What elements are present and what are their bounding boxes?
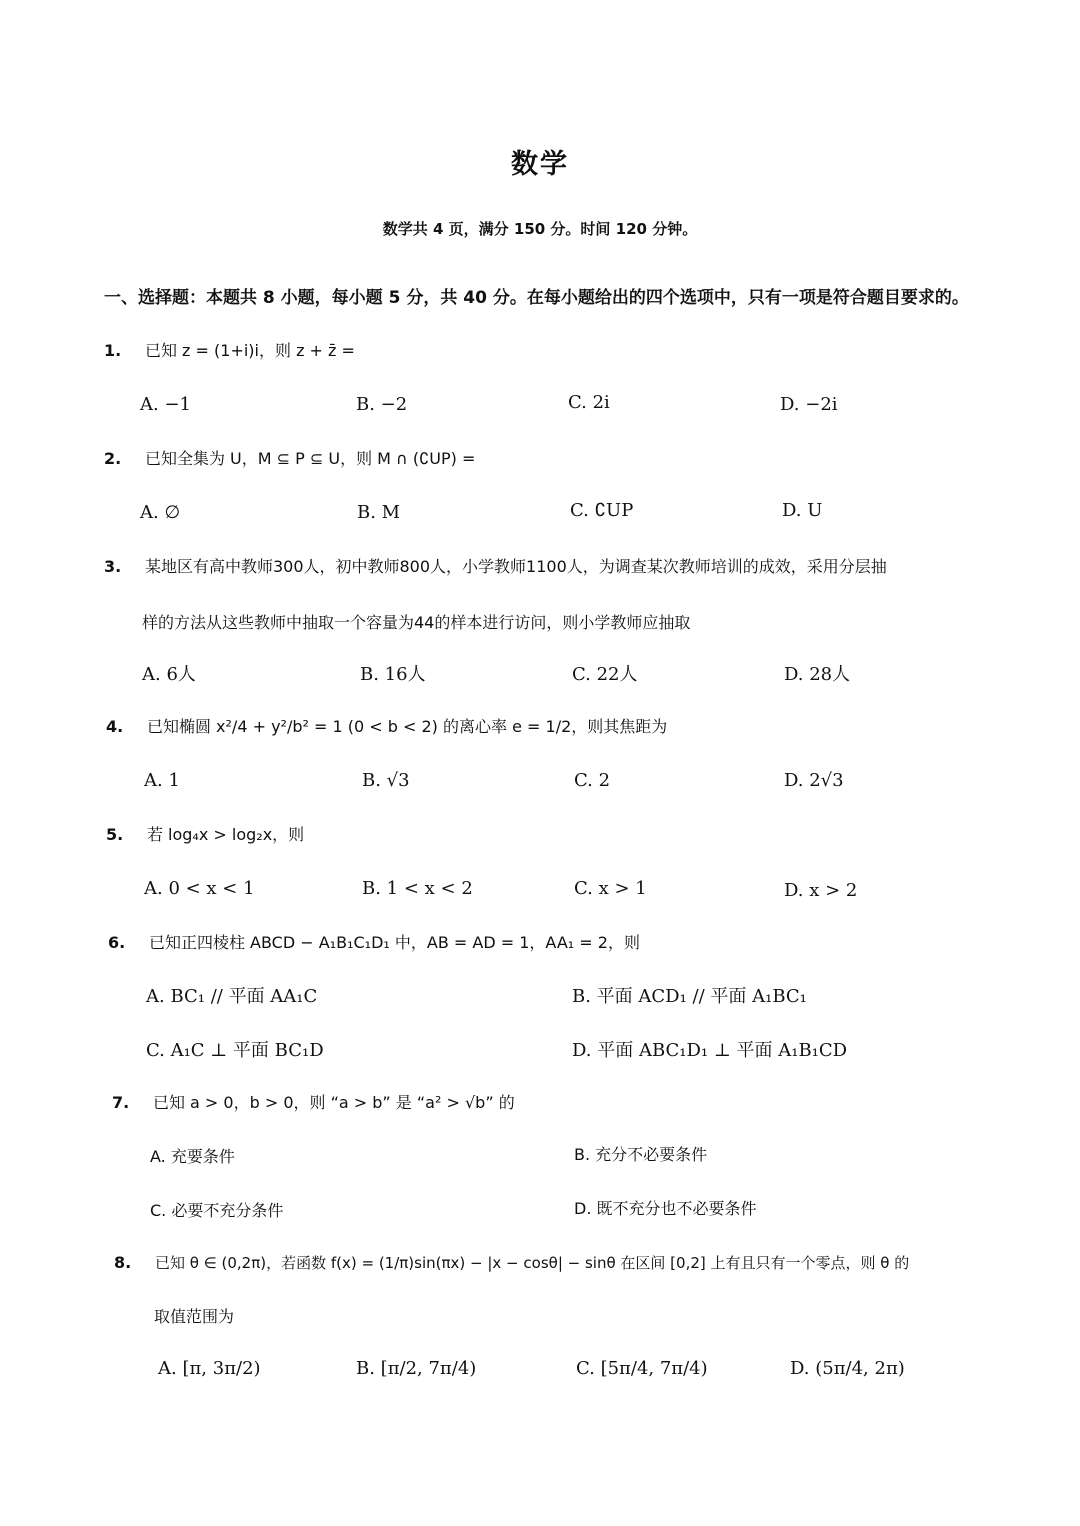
question-number: 1.: [104, 341, 122, 360]
option-d: D. 平面 ABC₁D₁ ⊥ 平面 A₁B₁CD: [572, 1040, 848, 1061]
option-b: B. [π/2, 7π/4): [356, 1358, 477, 1379]
option-b: B. 1 < x < 2: [362, 878, 473, 899]
question-stem: 若 log₄x > log₂x，则: [146, 825, 305, 844]
question-number: 4.: [106, 717, 124, 736]
question-stem-continued: 样的方法从这些教师中抽取一个容量为44的样本进行访问，则小学教师应抽取: [142, 613, 691, 632]
option-d: D. U: [782, 500, 823, 521]
option-b: B. 充分不必要条件: [574, 1145, 708, 1164]
question-number: 3.: [104, 557, 122, 576]
option-d: D. 2√3: [784, 770, 844, 791]
option-c: C. 22人: [572, 664, 638, 685]
section-heading: 一、选择题：本题共 8 小题，每小题 5 分，共 40 分。在每小题给出的四个选项中，只有一项是符合题目要求的。: [104, 288, 969, 308]
option-a: A. −1: [140, 394, 191, 415]
question-5: [106, 822, 304, 848]
page-title: 数学: [511, 149, 569, 180]
question-1: [104, 338, 355, 364]
question-stem: 已知 θ ∈ (0,2π)，若函数 f(x) = (1/π)sin(πx) − |x − cosθ| − sinθ 在区间 [0,2] 上有且只有一个零点，则 θ 的: [154, 1254, 910, 1272]
option-c: C. 必要不充分条件: [150, 1201, 284, 1220]
option-a: A. 6人: [142, 664, 196, 685]
question-stem-continued: 取值范围为: [154, 1307, 235, 1326]
question-stem: 已知椭圆 x²/4 + y²/b² = 1 (0 < b < 2) 的离心率 e = 1/2，则其焦距为: [146, 717, 668, 736]
question-stem: 已知 z = (1+i)i，则 z + z̄ =: [144, 341, 355, 360]
option-a: A. BC₁ // 平面 AA₁C: [146, 986, 318, 1007]
option-a: A. 0 < x < 1: [144, 878, 255, 899]
option-d: D. (5π/4, 2π): [790, 1358, 905, 1379]
option-b: B. 平面 ACD₁ // 平面 A₁BC₁: [572, 986, 807, 1007]
question-4: [106, 714, 667, 740]
question-number: 8.: [114, 1253, 132, 1272]
option-a: A. ∅: [140, 502, 181, 523]
option-d: D. x > 2: [784, 880, 858, 901]
option-a: A. 1: [144, 770, 180, 791]
question-stem: 已知正四棱柱 ABCD − A₁B₁C₁D₁ 中，AB = AD = 1，AA₁ = 2，则: [148, 933, 640, 952]
option-c: C. 2i: [568, 392, 610, 413]
option-d: D. 既不充分也不必要条件: [574, 1199, 757, 1218]
question-7: [112, 1090, 515, 1116]
option-c: C. A₁C ⊥ 平面 BC₁D: [146, 1040, 324, 1061]
option-c: C. x > 1: [574, 878, 647, 899]
exam-info: 数学共 4 页，满分 150 分。时间 120 分钟。: [382, 220, 698, 238]
option-a: A. 充要条件: [150, 1147, 235, 1166]
question-number: 5.: [106, 825, 124, 844]
option-a: A. [π, 3π/2): [158, 1358, 261, 1379]
question-8: [114, 1250, 909, 1276]
question-number: 7.: [112, 1093, 130, 1112]
question-3: [104, 554, 887, 580]
option-c: C. 2: [574, 770, 611, 791]
question-stem: 某地区有高中教师300人，初中教师800人，小学教师1100人，为调查某次教师培训的成效，采用分层抽: [144, 557, 887, 576]
question-stem: 已知全集为 U，M ⊆ P ⊆ U，则 M ∩ (∁UP) =: [144, 449, 476, 468]
question-stem: 已知 a > 0，b > 0，则 “a > b” 是 “a² > √b” 的: [152, 1093, 515, 1112]
option-b: B. −2: [356, 394, 408, 415]
question-6: [108, 930, 640, 956]
option-c: C. [5π/4, 7π/4): [576, 1358, 708, 1379]
option-d: D. 28人: [784, 664, 851, 685]
question-number: 6.: [108, 933, 126, 952]
option-b: B. √3: [362, 770, 410, 791]
option-c: C. ∁UP: [570, 500, 634, 521]
option-d: D. −2i: [780, 394, 838, 415]
option-b: B. M: [357, 502, 401, 523]
question-2: [104, 446, 475, 472]
question-number: 2.: [104, 449, 122, 468]
option-b: B. 16人: [360, 664, 426, 685]
